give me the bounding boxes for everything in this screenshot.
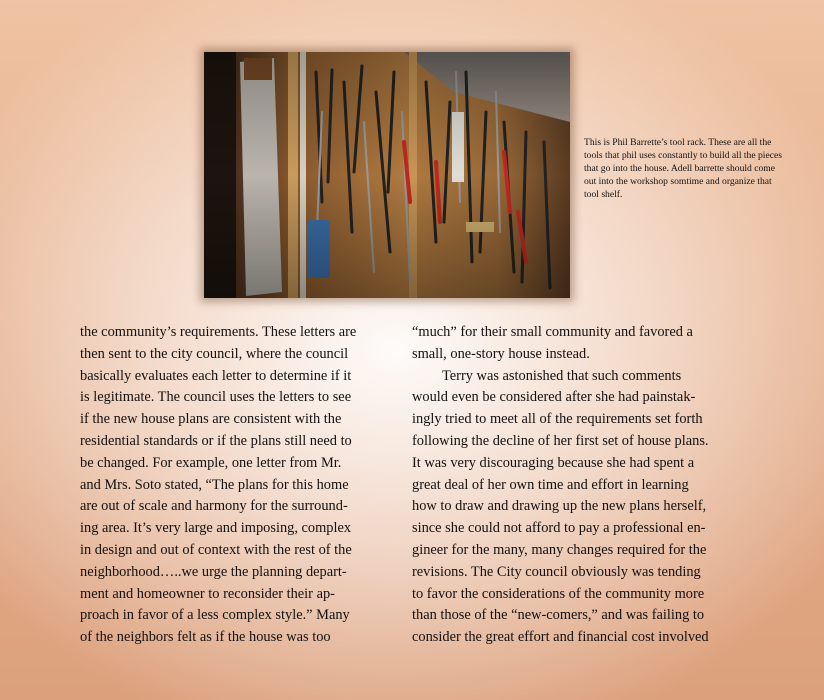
photo-caption: This is Phil Barrette’s tool rack. These are all the tools that phil uses constantly to build all the pieces that go into the house. Adell barrette should come out into the workshop somtime and organize that tool shelf. (584, 137, 782, 200)
text-line: the community’s requirements. These letters are (80, 324, 357, 340)
text-line: Terry was astonished that such comments (442, 367, 682, 384)
text-line: is legitimate. The council uses the letters to see (80, 389, 352, 406)
text-line: neighborhood…..we urge the planning depart- (80, 563, 347, 580)
text-line: revisions. The City council obviously was tending (412, 563, 701, 580)
text-line: to favor the considerations of the community more (412, 585, 705, 602)
text-line: basically evaluates each letter to determine if it (80, 367, 352, 384)
text-line: small, one-story house instead. (412, 345, 590, 362)
text-line: since she could not afford to pay a professional en- (412, 520, 706, 537)
text-line: ment and homeowner to reconsider their ap- (80, 585, 335, 602)
text-line: residential standards or if the plans still need to (80, 432, 352, 449)
text-line: would even be considered after she had painstak- (412, 389, 696, 406)
text-line: consider the great effort and financial cost involved (412, 629, 709, 646)
text-line: be changed. For example, one letter from Mr. (80, 454, 342, 471)
text-line: how to draw and drawing up the new plans herself, (412, 498, 707, 515)
text-line: ingly tried to meet all of the requirements set forth (412, 411, 703, 428)
text-line: ing area. It’s very large and imposing, complex (80, 520, 352, 537)
text-line: than those of the “new-comers,” and was failing to (412, 607, 705, 624)
text-line: following the decline of her first set of house plans. (412, 432, 709, 449)
text-line: proach in favor of a less complex style.” Many (80, 607, 350, 624)
text-line: “much” for their small community and favored a (412, 324, 693, 340)
text-line: gineer for the many, many changes required for the (412, 541, 707, 558)
text-column-right (412, 322, 742, 649)
text-line: if the new house plans are consistent with the (80, 411, 342, 428)
text-column-left (80, 322, 398, 649)
tool-rack-photo (204, 52, 570, 298)
text-line: and Mrs. Soto stated, “The plans for this home (80, 476, 349, 493)
text-line: are out of scale and harmony for the surround- (80, 498, 348, 515)
text-line: It was very discouraging because she had spent a (412, 454, 695, 471)
text-line: then sent to the city council, where the council (80, 345, 349, 362)
text-line: of the neighbors felt as if the house was too (80, 629, 331, 646)
text-line: in design and out of context with the rest of the (80, 541, 352, 558)
text-line: great deal of her own time and effort in learning (412, 476, 689, 493)
